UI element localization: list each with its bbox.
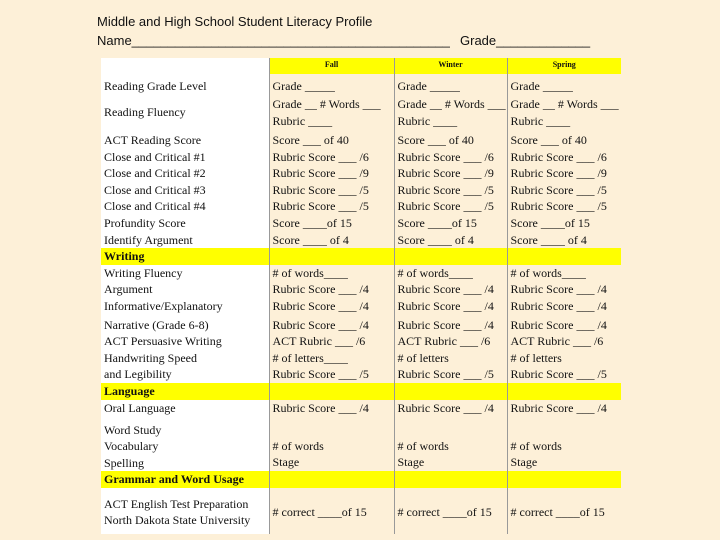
literacy-profile-table	[101, 58, 621, 534]
cell-fall[interactable]: # correct ____of 15	[269, 488, 394, 534]
section-band	[269, 383, 394, 400]
season-fall: Fall	[269, 58, 394, 74]
cell-winter[interactable]: Grade __ # Words ___ Rubric ____	[394, 96, 507, 132]
cell-winter[interactable]: # of words____ Rubric Score ___ /4 Rubric Score ___ /4	[394, 265, 507, 315]
row-label: ACT English Test Preparation North Dakota State University	[101, 488, 269, 534]
cell-winter[interactable]: # correct ____of 15	[394, 488, 507, 534]
cell-winter[interactable]: # of words Stage	[394, 420, 507, 472]
cell-winter[interactable]: Grade _____	[394, 74, 507, 96]
row-label: Narrative (Grade 6-8) ACT Persuasive Writing Handwriting Speed and Legibility	[101, 315, 269, 383]
row-label: Oral Language	[101, 400, 269, 420]
cell-winter[interactable]: Rubric Score ___ /4	[394, 400, 507, 420]
section-band	[269, 248, 394, 265]
cell-spring[interactable]: Rubric Score ___ /4 ACT Rubric ___ /6 # of letters Rubric Score ___ /5	[507, 315, 621, 383]
header-blank-cell	[101, 58, 269, 74]
cell-spring[interactable]: # of words Stage	[507, 420, 621, 472]
cell-fall[interactable]: Rubric Score ___ /4	[269, 400, 394, 420]
section-band	[394, 471, 507, 488]
name-field[interactable]: Name____________________________________________	[97, 33, 450, 48]
section-band	[394, 248, 507, 265]
cell-fall[interactable]: # of words Stage	[269, 420, 394, 472]
row-label: Reading Grade Level	[101, 74, 269, 96]
section-band	[507, 383, 621, 400]
section-writing: Writing	[101, 248, 269, 265]
row-label: Writing Fluency Argument Informative/Explanatory	[101, 265, 269, 315]
cell-spring[interactable]: # of words____ Rubric Score ___ /4 Rubric Score ___ /4	[507, 265, 621, 315]
section-band	[507, 248, 621, 265]
section-language: Language	[101, 383, 269, 400]
section-band	[507, 471, 621, 488]
cell-fall[interactable]: Grade _____	[269, 74, 394, 96]
cell-spring[interactable]: Rubric Score ___ /4	[507, 400, 621, 420]
page-title: Middle and High School Student Literacy Profile	[97, 14, 373, 29]
cell-spring[interactable]: Grade _____	[507, 74, 621, 96]
row-label: Word Study Vocabulary Spelling	[101, 420, 269, 472]
season-winter: Winter	[394, 58, 507, 74]
cell-winter[interactable]: Rubric Score ___ /4 ACT Rubric ___ /6 # of letters Rubric Score ___ /5	[394, 315, 507, 383]
cell-fall[interactable]: Grade __ # Words ___ Rubric ____	[269, 96, 394, 132]
cell-winter[interactable]: Score ___ of 40 Rubric Score ___ /6 Rubric Score ___ /9 Rubric Score ___ /5 Rubric Score ___ /5 Score ____of 15 Score ____ of 4	[394, 132, 507, 248]
section-band	[269, 471, 394, 488]
cell-spring[interactable]: Score ___ of 40 Rubric Score ___ /6 Rubric Score ___ /9 Rubric Score ___ /5 Rubric Score ___ /5 Score ____of 15 Score ____ of 4	[507, 132, 621, 248]
cell-spring[interactable]: # correct ____of 15	[507, 488, 621, 534]
grade-field[interactable]: Grade_____________	[460, 33, 591, 48]
row-label: ACT Reading Score Close and Critical #1 Close and Critical #2 Close and Critical #3 Close and Critical #4 Profundity Score Identify Argument	[101, 132, 269, 248]
row-label: Reading Fluency	[101, 96, 269, 132]
section-band	[394, 383, 507, 400]
cell-fall[interactable]: Rubric Score ___ /4 ACT Rubric ___ /6 # of letters____ Rubric Score ___ /5	[269, 315, 394, 383]
cell-spring[interactable]: Grade __ # Words ___ Rubric ____	[507, 96, 621, 132]
section-grammar-word-usage: Grammar and Word Usage	[101, 471, 269, 488]
season-spring: Spring	[507, 58, 621, 74]
cell-fall[interactable]: # of words____ Rubric Score ___ /4 Rubric Score ___ /4	[269, 265, 394, 315]
cell-fall[interactable]: Score ___ of 40 Rubric Score ___ /6 Rubric Score ___ /9 Rubric Score ___ /5 Rubric Score ___ /5 Score ____of 15 Score ____ of 4	[269, 132, 394, 248]
